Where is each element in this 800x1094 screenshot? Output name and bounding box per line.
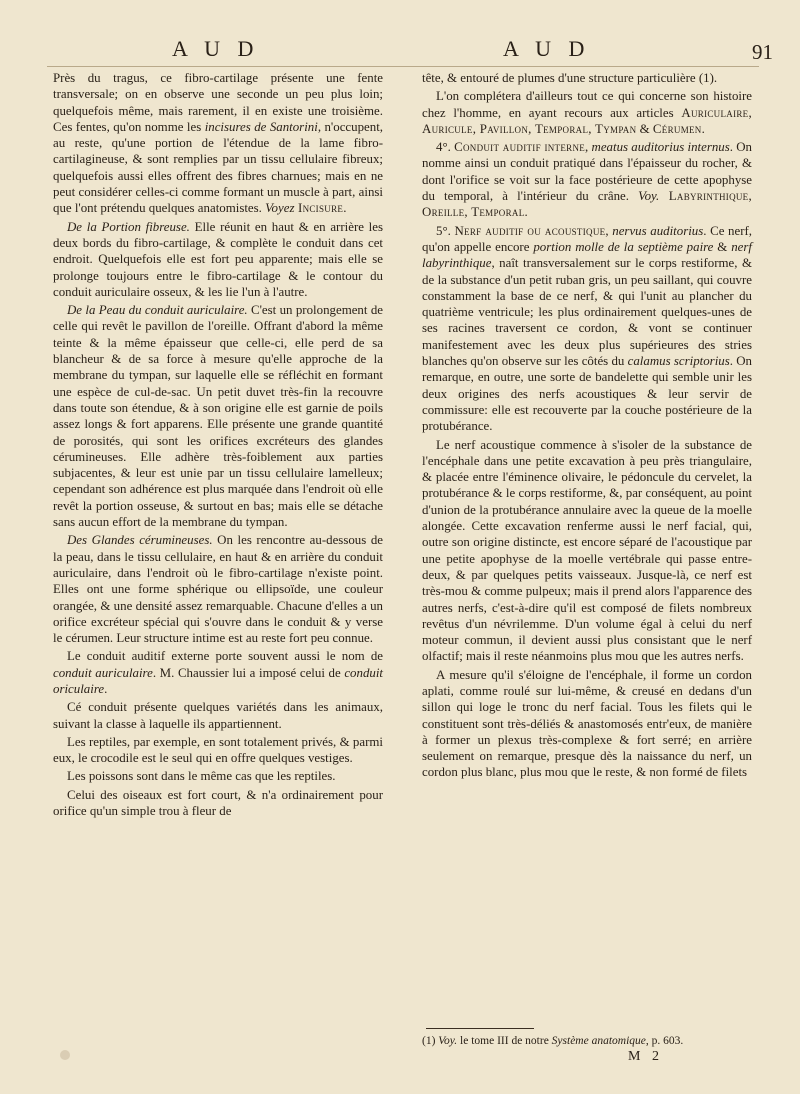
paragraph-incisures: Près du tragus, ce fibro-cartilage présente une fente transversale; on en observe une seconde un peu plus loin; quelquefois même, mais rarement, il en existe une troisième. Ces fentes, qu'on nomme les incisures de Santorini, n'occupent, au reste, qu'une portion de l'étendue de la lame fibro-cartilagineuse, & sont remplies par un tissu cellulaire fibreux; quelquefois aussi elles offrent des fibres charnues; mais en ne peut considérer celles-ci comme formant un muscle à part, ainsi que l'ont prétendu quelques anatomistes. Voyez Incisure.	[53, 71, 384, 216]
paragraph-peau-conduit: De la Peau du conduit auriculaire. C'est un prolongement de celle qui revêt le pavillon de l'oreille. Offrant d'abord la même teinte & la même épaisseur que celle-ci, elle perd de sa blancheur & de sa force à mesure qu'elle approche de la membrane du tympan, sur laquelle elle se réfléchit en formant une espèce de cul-de-sac. Un petit duvet très-fin la recouvre dans toute son étendue, & à son origine elle est garnie de poils assez longs & fort apparens. Elle présente une grande quantité de porosités, qui sont les orifices excréteurs des glandes cérumineuses. Elle adhère très-foiblement aux parties subjacentes, & leur est unie par un tissu cellulaire lamelleux; cependant son adhérence est plus marquée dans l'endroit où elle revêt la portion osseuse, & surtout en bas; mais elle se détache sans aucun effort de la membrane du tympan.	[53, 303, 383, 530]
paragraph-variete-animaux: Cé conduit présente quelques variétés dans les animaux, suivant la classe à laquelle ils appartiennent.	[53, 700, 383, 731]
left-column	[53, 70, 383, 819]
paragraph-plumes: tête, & entouré de plumes d'une structure particulière (1).	[422, 71, 718, 85]
paper-stain	[60, 1050, 70, 1060]
paragraph-reptiles: Les reptiles, par exemple, en sont totalement privés, & parmi eux, le crocodile est le seul qui en offre quelques vestiges.	[53, 734, 383, 766]
paragraph-poissons: Les poissons sont dans le même cas que les reptiles.	[67, 769, 336, 784]
header-rule	[47, 66, 759, 67]
page-number: 91	[752, 40, 773, 64]
paragraph-oiseaux: Celui des oiseaux est fort court, & n'a ordinairement pour orifice qu'un simple trou à fleur de	[53, 787, 383, 819]
paragraph-renvois: L'on complétera d'ailleurs tout ce qui concerne son histoire chez l'homme, en ayant recours aux articles Auriculaire, Auricule, Pavillon, Temporal, Tympan & Cérumen.	[422, 89, 752, 136]
paragraph-glandes: Des Glandes cérumineuses. On les rencontre au-dessous de la peau, dans le tissu cellulaire, en haut & en arrière du conduit auriculaire, dans l'endroit où le fibro-cartilage n'existe point. Elles ont une forme sphérique ou ellipsoïde, une couleur orangée, & une densité assez remarquable. Chacune d'elles a un orifice excréteur spécial qui s'ouvre dans le conduit & y verse le cérumen. Leur structure intime est au reste fort peu connue.	[53, 533, 383, 646]
paragraph-nom-conduit: Le conduit auditif externe porte souvent aussi le nom de conduit auriculaire. M. Chaussier lui a imposé celui de conduit oriculaire.	[53, 649, 383, 696]
paragraph-isolement-nerf: Le nerf acoustique commence à s'isoler de la substance de l'encéphale dans une petite excavation à peu près triangulaire, & placée entre l'éminence olivaire, le pédoncule du cervelet, la protubérance & le corps restiforme, &, par conséquent, au point d'union de la protubérance annulaire avec la queue de la moelle alongée. Cette excavation renferme aussi le nerf facial, qui, outre son origine distincte, est encore séparé de l'acoustique par une petite apophyse de la moelle vertébrale qui passe entre-deux, & par quelques petits vaisseaux. Jusque-là, ce nerf est très-mou & comme pulpeux; mais il prend alors l'apparence des autres nerfs, c'est-à-dire qu'il est composé de filets nombreux revêtus d'un névrilemme. D'un volume égal à celui du nerf moteur commun, il devient aussi plus consistant que le nerf olfactif; mais il reste néanmoins plus mou que les autres nerfs.	[422, 437, 752, 664]
paragraph-nerf-auditif: 5°. Nerf auditif ou acoustique, nervus auditorius. Ce nerf, qu'on appelle encore portion molle de la septième paire & nerf labyrinthique, naît transversalement sur le corps restiforme, & de la substance d'un petit ruban gris, un peu saillant, qui couvre constamment la base de ce nerf, & qui l'unit au plancher du quatrième ventricule; les plus ordinairement quelques-unes de ses racines traversent ce cordon, & vont se continuer manifestement avec les deux plus supérieures des stries blanches qu'on observe sur les côtés du calamus scriptorius. On remarque, en outre, une sorte de bandelette qui semble unir les deux origines des nerfs acoustiques & leur servir de commissure: elle est recouverte par la couche postérieure de la protubérance.	[422, 223, 753, 434]
footnote: (1) Voy. le tome III de notre Système anatomique, p. 603.	[422, 1035, 684, 1047]
running-header-right: A U D	[503, 36, 591, 61]
right-column	[422, 70, 752, 781]
running-header-left: A U D	[172, 36, 260, 61]
footnote-rule	[426, 1028, 534, 1029]
paragraph-portion-fibreuse: De la Portion fibreuse. Elle réunit en haut & en arrière les deux bords du fibro-cartilage, & complète le conduit dans cet endroit. Quelquefois elle est fort peu apparente; mais elle se prolonge toujours entre le fibro-cartilage & le contour du conduit auriculaire osseux, & les lie l'un à l'autre.	[53, 219, 383, 299]
paragraph-cordon-aplati: A mesure qu'il s'éloigne de l'encéphale, il forme un cordon aplati, comme roulé sur lui-même, & creusé en dedans d'un sillon qui loge le tronc du nerf facial. Tous les filets qui le constituent sont très-déliés & anastomosés entr'eux, de manière à former un plexus très-complexe & fort serré; en arrière seulement on remarque, presque dès la naissance du nerf, un cordon plus blanc, plus mou que le reste, & non formé de filets	[422, 667, 752, 780]
paragraph-conduit-interne: 4°. Conduit auditif interne, meatus auditorius internus. On nomme ainsi un conduit pratiqué dans l'épaisseur du rocher, & dont l'orifice se voit sur la face postérieure de cette apophyse du temporal, à l'intérieur du crâne. Voy. Labyrinthique, Oreille, Temporal.	[422, 140, 753, 220]
signature-mark: M 2	[628, 1049, 663, 1064]
